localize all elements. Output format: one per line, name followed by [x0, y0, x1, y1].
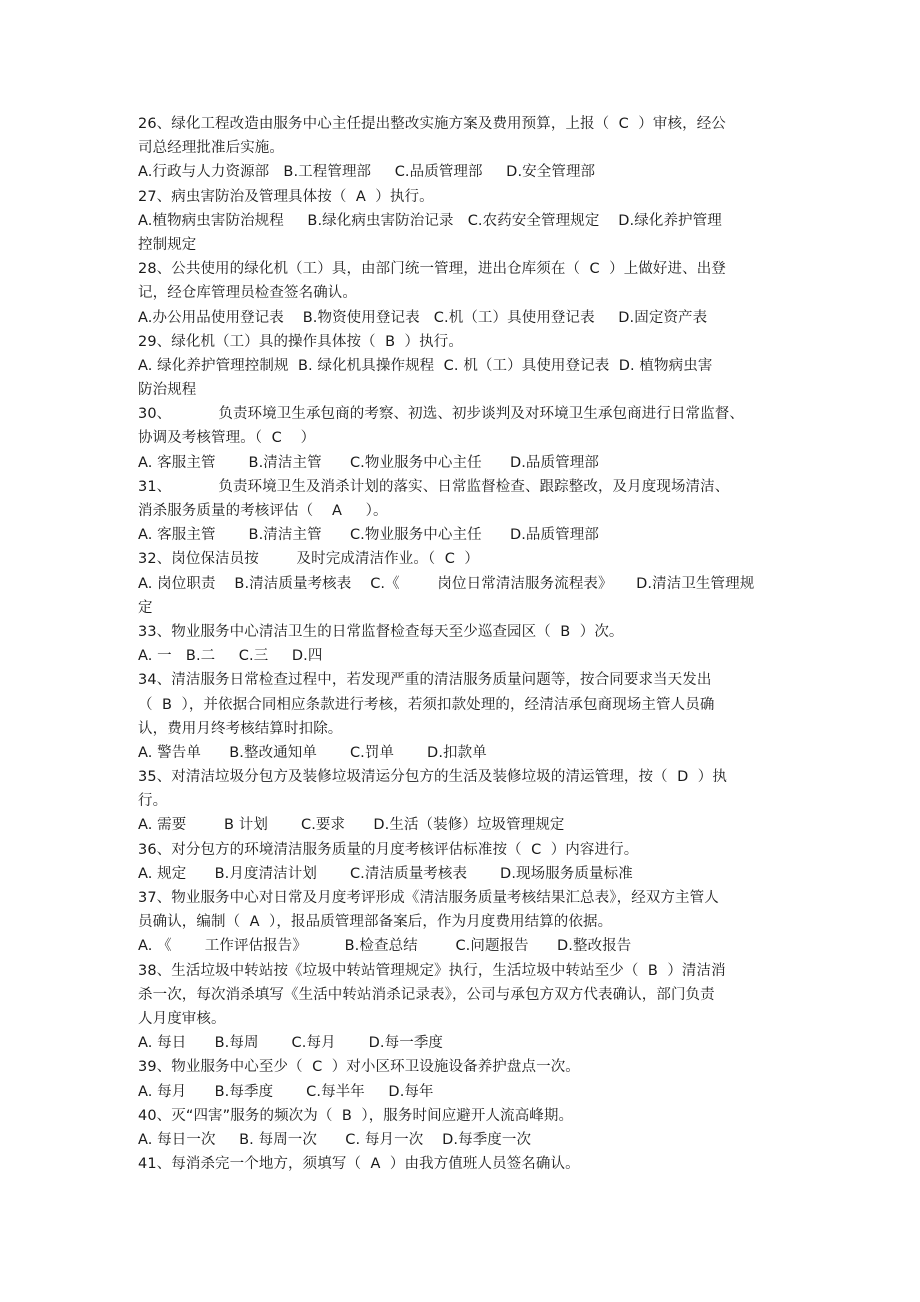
text-line: A. 需要 B 计划 C.要求 D.生活（装修）垃圾管理规定: [138, 817, 565, 834]
text-line: 记，经仓库管理员检查签名确认。: [138, 285, 357, 302]
document-page: [138, 112, 788, 1176]
text-line: 定: [138, 599, 153, 616]
text-line: A. 绿化养护管理控制规 B. 绿化机具操作规程 C. 机（工）具使用登记表 D. 植物病虫害: [138, 357, 713, 374]
text-line: A. 客服主管 B.清洁主管 C.物业服务中心主任 D.品质管理部: [138, 527, 599, 544]
text-line: A. 规定 B.月度清洁计划 C.清洁质量考核表 D.现场服务质量标准: [138, 865, 633, 882]
text-line: 29、绿化机（工）具的操作具体按（ B ）执行。: [138, 333, 463, 350]
text-line: 34、清洁服务日常检查过程中，若发现严重的清洁服务质量问题等，按合同要求当天发出: [138, 672, 712, 689]
text-line: 39、物业服务中心至少（ C ）对小区环卫设施设备养护盘点一次。: [138, 1059, 580, 1076]
text-line: A. 每月 B.每季度 C.每半年 D.每年: [138, 1083, 434, 1100]
text-line: 行。: [138, 793, 168, 810]
text-line: 消杀服务质量的考核评估（ A ）。: [138, 503, 388, 519]
text-line: 41、每消杀完一个地方，须填写（ A ）由我方值班人员签名确认。: [138, 1156, 580, 1173]
text-line: 28、公共使用的绿化机（工）具，由部门统一管理，进出仓库须在（ C ）上做好进、出登: [138, 261, 726, 278]
text-line: 37、物业服务中心对日常及月度考评形成《清洁服务质量考核结果汇总表》，经双方主管人: [138, 890, 719, 906]
text-line: 38、生活垃圾中转站按《垃圾中转站管理规定》执行，生活垃圾中转站至少（ B ）清洁消: [138, 962, 726, 979]
text-line: 36、对分包方的环境清洁服务质量的月度考核评估标准按（ C ）内容进行。: [138, 841, 639, 858]
text-line: 26、绿化工程改造由服务中心主任提出整改实施方案及费用预算，上报（ C ）审核，经公: [138, 116, 726, 132]
text-line: 31、 负责环境卫生及消杀计划的落实、日常监督检查、跟踪整改，及月度现场清洁、: [138, 478, 730, 495]
text-line: A. 每日一次 B. 每周一次 C. 每月一次 D.每季度一次: [138, 1131, 532, 1148]
text-line: 32、岗位保洁员按 及时完成清洁作业。（ C ）: [138, 551, 479, 568]
text-line: 30、 负责环境卫生承包商的考察、初选、初步谈判及对环境卫生承包商进行日常监督、: [138, 406, 744, 423]
text-line: A. 一 B.二 C.三 D.四: [138, 648, 323, 665]
text-line: 35、对清洁垃圾分包方及装修垃圾清运分包方的生活及装修垃圾的清运管理，按（ D ）执: [138, 769, 727, 786]
text-line: 33、物业服务中心清洁卫生的日常监督检查每天至少巡查园区（ B ）次。: [138, 623, 624, 640]
text-line: 控制规定: [138, 236, 197, 253]
text-line: 防治规程: [138, 382, 197, 399]
text-line: 40、灭“四害”服务的频次为（ B ），服务时间应避开人流高峰期。: [138, 1107, 574, 1124]
text-line: A.行政与人力资源部 B.工程管理部 C.品质管理部 D.安全管理部: [138, 164, 596, 181]
text-line: A.办公用品使用登记表 B.物资使用登记表 C.机（工）具使用登记表 D.固定资产表: [138, 309, 708, 326]
text-line: A. 警告单 B.整改通知单 C.罚单 D.扣款单: [138, 744, 487, 761]
text-line: A.植物病虫害防治规程 B.绿化病虫害防治记录 C.农药安全管理规定 D.绿化养护管理: [138, 212, 722, 229]
text-line: 司总经理批准后实施。: [138, 140, 284, 157]
text-line: 人月度审核。: [138, 1010, 226, 1027]
text-line: A. 客服主管 B.清洁主管 C.物业服务中心主任 D.品质管理部: [138, 454, 599, 471]
text-line: 杀一次，每次消杀填写《生活中转站消杀记录表》，公司与承包方双方代表确认，部门负责: [138, 986, 715, 1003]
text-line: 协调及考核管理。（ C ）: [138, 430, 316, 447]
text-line: A. 每日 B.每周 C.每月 D.每一季度: [138, 1035, 444, 1052]
text-line: 27、病虫害防治及管理具体按（ A ）执行。: [138, 188, 434, 205]
text-line: A. 《 工作评估报告》 B.检查总结 C.问题报告 D.整改报告: [138, 938, 632, 955]
text-line: 员确认，编制（ A ），报品质管理部备案后，作为月度费用结算的依据。: [138, 914, 613, 931]
text-line: （ B ），并依据合同相应条款进行考核，若须扣款处理的，经清洁承包商现场主管人员确: [138, 696, 715, 713]
text-line: A. 岗位职责 B.清洁质量考核表 C.《 岗位日常清洁服务流程表》 D.清洁卫生管理规: [138, 575, 755, 592]
text-line: 认，费用月终考核结算时扣除。: [138, 720, 343, 737]
